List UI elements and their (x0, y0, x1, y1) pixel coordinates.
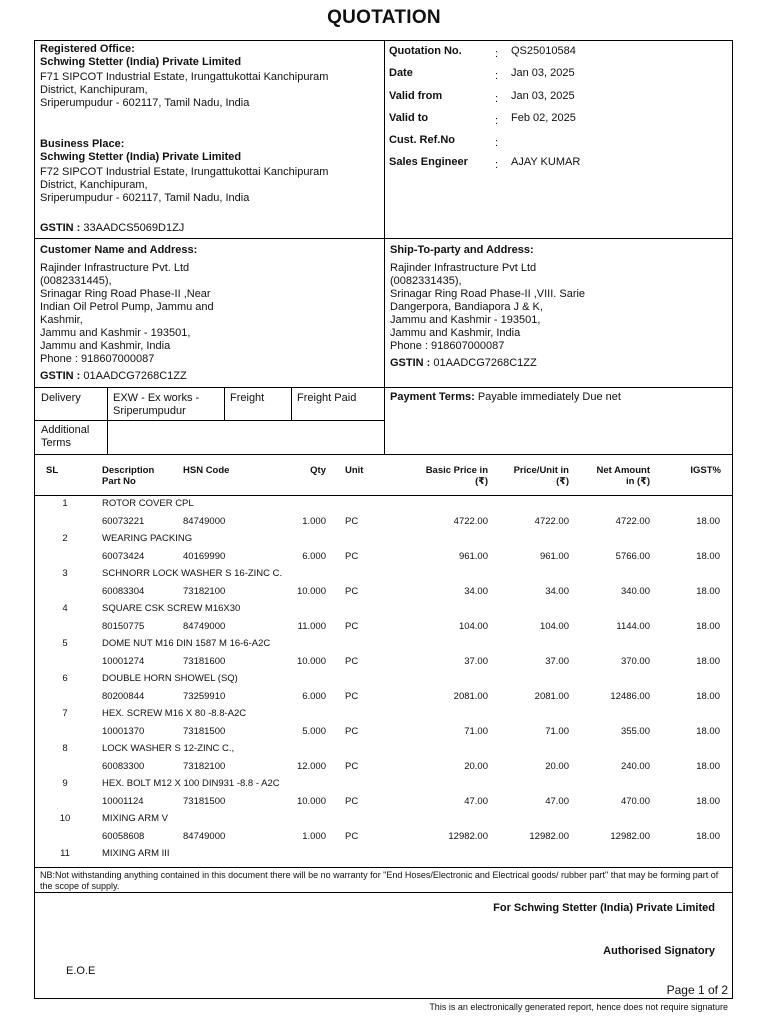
quote-info-row (389, 45, 729, 59)
item-igst: 18.00 (696, 551, 720, 562)
col-header-net-amount (560, 465, 650, 487)
rule (291, 387, 292, 420)
item-net-amount: 470.00 (620, 796, 650, 807)
business-place-line: F72 SIPCOT Industrial Estate, Irungattukottai Kanchipuram (40, 166, 329, 178)
quote-info-label: Valid from (389, 90, 443, 102)
quote-date: Jan 03, 2025 (511, 67, 575, 79)
col-header-sl: SL (46, 465, 59, 476)
item-basic-price: 12982.00 (448, 831, 488, 842)
ship-to-line: Dangerpora, Bandiapora J & K, (390, 301, 543, 313)
ship-to-gstin-label: GSTIN : (390, 357, 431, 369)
item-qty: 11.000 (297, 621, 326, 632)
delivery-value-line: EXW - Ex works - (113, 392, 200, 404)
item-price-per-unit: 2081.00 (534, 691, 569, 702)
ship-to-line: (0082331435), (390, 275, 462, 287)
col-header-line: Basic Price in (425, 465, 488, 476)
customer-gstin-value: 01AADCG7268C1ZZ (83, 370, 187, 382)
col-header-price-per-unit (479, 465, 569, 487)
item-unit: PC (345, 656, 359, 667)
item-description: HEX. BOLT M12 X 100 DIN931 -8.8 - A2C (102, 778, 280, 789)
rule (34, 892, 733, 893)
business-place-heading: Business Place: (40, 138, 125, 150)
business-place-company: Schwing Stetter (India) Private Limited (40, 151, 242, 163)
item-part-no: 60083304 (102, 586, 145, 597)
quote-info-row (389, 67, 729, 81)
col-header-basic-price (398, 465, 488, 487)
quote-number: QS25010584 (511, 45, 576, 57)
item-net-amount: 355.00 (620, 726, 650, 737)
item-part-no: 80150775 (102, 621, 145, 632)
customer-line: Indian Oil Petrol Pump, Jammu and (40, 301, 214, 313)
item-igst: 18.00 (696, 831, 720, 842)
item-hsn: 73182100 (183, 586, 226, 597)
customer-line: Phone : 918607000087 (40, 353, 155, 365)
delivery-value (113, 392, 223, 418)
quote-info-row (389, 134, 729, 148)
item-sl: 5 (62, 638, 68, 649)
col-header-description (102, 465, 154, 487)
delivery-value-line: Sriperumpudur (113, 405, 186, 417)
col-header-igst: IGST% (690, 465, 721, 476)
customer-line: Srinagar Ring Road Phase-II ,Near (40, 288, 211, 300)
customer-gstin (40, 370, 380, 383)
business-place-line: Sriperumpudur - 602117, Tamil Nadu, India (40, 192, 250, 204)
item-price-per-unit: 47.00 (545, 796, 569, 807)
col-header-hsn: HSN Code (183, 465, 230, 476)
item-price-per-unit: 961.00 (539, 551, 569, 562)
item-hsn: 84749000 (183, 831, 226, 842)
item-sl: 10 (59, 813, 71, 824)
item-hsn: 40169990 (183, 551, 226, 562)
item-unit: PC (345, 621, 359, 632)
registered-office-line: Sriperumpudur - 602117, Tamil Nadu, India (40, 97, 250, 109)
registered-office-heading: Registered Office: (40, 43, 135, 55)
rule (34, 495, 733, 496)
valid-to: Feb 02, 2025 (511, 112, 576, 124)
item-igst: 18.00 (696, 796, 720, 807)
rule (34, 420, 384, 421)
customer-heading: Customer Name and Address: (40, 244, 198, 256)
item-net-amount: 370.00 (620, 656, 650, 667)
item-hsn: 73181500 (183, 796, 226, 807)
company-gstin-label: GSTIN : (40, 222, 81, 234)
authorised-signatory: Authorised Signatory (603, 945, 715, 957)
item-igst: 18.00 (696, 516, 720, 527)
item-unit: PC (345, 726, 359, 737)
page-number: Page 1 of 2 (666, 983, 728, 997)
quote-info-colon: : (495, 48, 499, 60)
freight-label: Freight (230, 392, 265, 404)
customer-line: (0082331445), (40, 275, 112, 287)
quote-info-label: Cust. Ref.No (389, 134, 455, 146)
item-igst: 18.00 (696, 621, 720, 632)
ship-to-gstin (390, 357, 730, 370)
quote-info-colon: : (495, 70, 499, 82)
delivery-label: Delivery (41, 392, 81, 404)
additional-terms-label (41, 424, 89, 450)
item-price-per-unit: 71.00 (545, 726, 569, 737)
item-unit: PC (345, 691, 359, 702)
item-qty: 1.000 (302, 516, 326, 527)
item-part-no: 60058608 (102, 831, 145, 842)
item-unit: PC (345, 831, 359, 842)
item-sl: 1 (62, 498, 68, 509)
company-gstin-value: 33AADCS5069D1ZJ (83, 222, 185, 234)
item-sl: 4 (62, 603, 68, 614)
item-qty: 10.000 (296, 586, 326, 597)
payment-terms (390, 391, 621, 404)
col-header-line: Net Amount (596, 465, 650, 476)
item-price-per-unit: 12982.00 (529, 831, 569, 842)
customer-address (40, 244, 380, 383)
item-qty: 6.000 (302, 691, 326, 702)
item-basic-price: 20.00 (464, 761, 488, 772)
registered-office-line: District, Kanchipuram, (40, 84, 148, 96)
item-hsn: 73181500 (183, 726, 226, 737)
item-net-amount: 240.00 (620, 761, 650, 772)
footer-note: This is an electronically generated report, hence does not require signature (429, 1002, 728, 1012)
item-hsn: 84749000 (183, 516, 226, 527)
ship-to-heading: Ship-To-party and Address: (390, 244, 534, 256)
item-basic-price: 104.00 (458, 621, 488, 632)
additional-terms-line: Terms (41, 437, 71, 449)
col-header-line: (₹) (475, 476, 488, 487)
item-basic-price: 4722.00 (453, 516, 488, 527)
item-description: LOCK WASHER S 12-ZINC C., (102, 743, 235, 754)
item-description: MIXING ARM V (102, 813, 168, 824)
item-sl: 6 (62, 673, 68, 684)
ship-to-gstin-value: 01AADCG7268C1ZZ (433, 357, 537, 369)
col-header-line: Price/Unit in (513, 465, 569, 476)
item-net-amount: 12486.00 (610, 691, 650, 702)
registered-office (40, 43, 380, 110)
registered-office-company: Schwing Stetter (India) Private Limited (40, 56, 242, 68)
col-header-line: (₹) (556, 476, 569, 487)
item-sl: 7 (62, 708, 68, 719)
item-basic-price: 2081.00 (453, 691, 488, 702)
quote-info-label: Valid to (389, 112, 429, 124)
item-basic-price: 37.00 (464, 656, 488, 667)
item-hsn: 84749000 (183, 621, 226, 632)
item-description: DOUBLE HORN SHOWEL (SQ) (102, 673, 238, 684)
item-unit: PC (345, 796, 359, 807)
item-price-per-unit: 104.00 (539, 621, 569, 632)
item-description: ROTOR COVER CPL (102, 498, 194, 509)
ship-to-line: Jammu and Kashmir - 193501, (390, 314, 541, 326)
item-description: MIXING ARM III (102, 848, 170, 859)
item-unit: PC (345, 761, 359, 772)
ship-to-line: Srinagar Ring Road Phase-II ,VIII. Sarie (390, 288, 586, 300)
item-part-no: 60073424 (102, 551, 145, 562)
quote-info-colon: : (495, 137, 499, 149)
item-sl: 8 (62, 743, 68, 754)
item-part-no: 60073221 (102, 516, 145, 527)
item-part-no: 60083300 (102, 761, 145, 772)
quote-info-row (389, 112, 729, 126)
item-hsn: 73181600 (183, 656, 226, 667)
item-price-per-unit: 37.00 (545, 656, 569, 667)
quote-info-label: Quotation No. (389, 45, 462, 57)
item-qty: 12.000 (296, 761, 326, 772)
customer-line: Rajinder Infrastructure Pvt. Ltd (40, 262, 190, 274)
item-description: SCHNORR LOCK WASHER S 16-ZINC C. (102, 568, 283, 579)
item-igst: 18.00 (696, 761, 720, 772)
item-net-amount: 4722.00 (615, 516, 650, 527)
customer-line: Kashmir, (40, 314, 83, 326)
item-igst: 18.00 (696, 656, 720, 667)
item-net-amount: 1144.00 (616, 621, 650, 632)
item-part-no: 80200844 (102, 691, 145, 702)
for-company: For Schwing Stetter (India) Private Limited (493, 902, 715, 914)
quote-info-colon: : (495, 159, 499, 171)
item-qty: 1.000 (302, 831, 326, 842)
item-igst: 18.00 (696, 586, 720, 597)
quote-info-colon: : (495, 93, 499, 105)
item-sl: 11 (60, 848, 70, 859)
item-hsn: 73182100 (183, 761, 226, 772)
item-basic-price: 961.00 (458, 551, 488, 562)
item-basic-price: 71.00 (464, 726, 488, 737)
item-hsn: 73259910 (183, 691, 226, 702)
item-qty: 6.000 (302, 551, 326, 562)
item-part-no: 10001124 (102, 796, 144, 807)
item-net-amount: 340.00 (620, 586, 650, 597)
item-unit: PC (345, 551, 359, 562)
warranty-note: NB:Not withstanding anything contained in this document there will be no warranty for "End Hoses/Electronic and Electrical goods/ rubber part" that may be forming part of the scope of supply. (40, 870, 719, 891)
item-description: SQUARE CSK SCREW M16X30 (102, 603, 241, 614)
quote-info-label: Date (389, 67, 413, 79)
ship-to-line: Rajinder Infrastructure Pvt Ltd (390, 262, 537, 274)
col-header-unit: Unit (345, 465, 364, 476)
freight-value: Freight Paid (297, 392, 357, 404)
item-net-amount: 5766.00 (615, 551, 650, 562)
item-sl: 3 (62, 568, 68, 579)
item-unit: PC (345, 516, 359, 527)
item-description: DOME NUT M16 DIN 1587 M 16-6-A2C (102, 638, 271, 649)
col-header-line: Part No (102, 476, 136, 487)
quote-info-row (389, 90, 729, 104)
col-header-line: in (₹) (625, 476, 650, 487)
company-gstin (40, 222, 184, 235)
item-igst: 18.00 (696, 726, 720, 737)
payment-terms-label: Payment Terms: (390, 391, 475, 403)
item-price-per-unit: 34.00 (545, 586, 569, 597)
item-price-per-unit: 20.00 (545, 761, 569, 772)
rule (34, 454, 733, 455)
business-place (40, 138, 380, 205)
col-header-line: Description (102, 465, 155, 476)
quote-info-colon: : (495, 115, 499, 127)
payment-terms-value: Payable immediately Due net (477, 391, 621, 403)
item-part-no: 10001370 (102, 726, 145, 737)
item-basic-price: 47.00 (464, 796, 488, 807)
rule (34, 867, 733, 868)
business-place-line: District, Kanchipuram, (40, 179, 148, 191)
ship-to-line: Jammu and Kashmir, India (390, 327, 521, 339)
rule (384, 40, 385, 454)
quote-info-row (389, 156, 729, 170)
additional-terms-line: Additional (41, 424, 90, 436)
ship-to-address (390, 244, 730, 370)
rule (107, 387, 108, 454)
item-qty: 5.000 (302, 726, 326, 737)
ship-to-line: Phone : 918607000087 (390, 340, 505, 352)
sales-engineer: AJAY KUMAR (511, 156, 581, 168)
item-description: HEX. SCREW M16 X 80 -8.8-A2C (102, 708, 247, 719)
eoe: E.O.E (66, 965, 96, 977)
item-net-amount: 12982.00 (610, 831, 650, 842)
item-description: WEARING PACKING (102, 533, 193, 544)
customer-line: Jammu and Kashmir, India (40, 340, 171, 352)
item-part-no: 10001274 (102, 656, 145, 667)
item-qty: 10.000 (296, 656, 326, 667)
rule (224, 387, 225, 420)
col-header-qty: Qty (310, 465, 326, 476)
valid-from: Jan 03, 2025 (511, 90, 575, 102)
item-qty: 10.000 (296, 796, 326, 807)
item-basic-price: 34.00 (464, 586, 488, 597)
item-igst: 18.00 (696, 691, 720, 702)
customer-gstin-label: GSTIN : (40, 370, 81, 382)
document-title: QUOTATION (327, 7, 441, 28)
item-sl: 9 (62, 778, 68, 789)
item-price-per-unit: 4722.00 (534, 516, 569, 527)
item-unit: PC (345, 586, 359, 597)
registered-office-line: F71 SIPCOT Industrial Estate, Irungattukottai Kanchipuram (40, 71, 329, 83)
item-sl: 2 (62, 533, 68, 544)
customer-line: Jammu and Kashmir - 193501, (40, 327, 191, 339)
quote-info-label: Sales Engineer (389, 156, 468, 168)
